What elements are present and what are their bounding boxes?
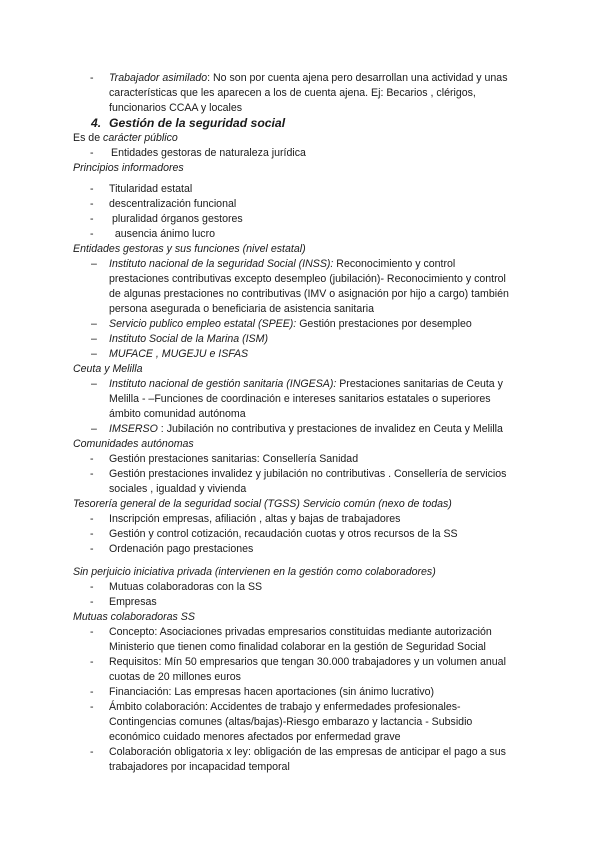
list-item: Titularidad estatal <box>109 183 193 195</box>
list-dash: - <box>90 513 94 525</box>
inss-line3: de algunas prestaciones no contributivas (IMV o asignación por hijo a cargo) también <box>109 288 509 300</box>
ambito-line1: Ámbito colaboración: Accidentes de trabajo y enfermedades profesionales- <box>109 701 461 713</box>
colaboracion-line2: trabajadores por incapacidad temporal <box>109 761 290 773</box>
colaboracion-line1: Colaboración obligatoria x ley: obligación de las empresas de anticipar el pago a sus <box>109 746 506 758</box>
list-endash: – <box>91 318 97 330</box>
list-endash: – <box>91 378 97 390</box>
list-dash: - <box>90 746 94 758</box>
list-item: Gestión y control cotización, recaudación cuotas y otros recursos de la SS <box>109 528 458 540</box>
imserso-line <box>109 422 503 437</box>
inss-line2: prestaciones contributivas excepto desempleo (jubilación)- Reconocimiento y control <box>109 273 506 285</box>
list-dash: - <box>90 198 94 210</box>
subsection-title: Mutuas colaboradoras SS <box>73 611 195 623</box>
list-dash: - <box>90 468 94 480</box>
ingesa-line3: ámbito comunidad autónoma <box>109 408 246 420</box>
text: : No son por cuenta ajena pero desarrollan una actividad y unas <box>207 72 508 84</box>
text: Gestión prestaciones por desempleo <box>296 318 472 330</box>
list-dash: - <box>90 183 94 195</box>
list-dash: - <box>90 701 94 713</box>
muface-line: MUFACE , MUGEJU e ISFAS <box>109 348 249 360</box>
list-endash: – <box>91 423 97 435</box>
list-dash: - <box>90 528 94 540</box>
list-item: Gestión prestaciones sanitarias: Consellería Sanidad <box>109 453 359 465</box>
list-item: Gestión prestaciones invalidez y jubilación no contributivas . Consellería de servicios <box>109 468 507 480</box>
term: IMSERSO <box>109 423 158 435</box>
requisitos-line2: cuotas de 20 millones euros <box>109 671 241 683</box>
list-dash: - <box>90 656 94 668</box>
subsection-title: Tesorería general de la seguridad social (TGSS) Servicio común (nexo de todas) <box>73 498 452 510</box>
list-item: descentralización funcional <box>109 198 237 210</box>
financiacion-line: Financiación: Las empresas hacen aportaciones (sin ánimo lucrativo) <box>109 686 435 698</box>
list-item: Inscripción empresas, afiliación , altas y bajas de trabajadores <box>109 513 401 525</box>
term: Instituto nacional de gestión sanitaria (INGESA): <box>109 378 337 390</box>
list-endash: – <box>91 258 97 270</box>
term: Instituto nacional de la seguridad Social (INSS): <box>109 258 334 270</box>
trabajador-asimilado-line3: funcionarios CCAA y locales <box>109 102 243 114</box>
list-dash: - <box>90 581 94 593</box>
list-endash: – <box>91 348 97 360</box>
term: carácter público <box>103 132 178 144</box>
list-item-continuation: sociales , igualdad y vivienda <box>109 483 247 495</box>
list-dash: - <box>90 213 94 225</box>
trabajador-asimilado-line2: características que les aparecen a los de cuenta ajena. Ej: Becarios , clérigos, <box>109 87 476 99</box>
section-heading: Gestión de la seguridad social <box>109 116 286 130</box>
ambito-line3: económico cuidado menores afectados por enfermedad grave <box>109 731 401 743</box>
list-dash: - <box>90 596 94 608</box>
list-dash: - <box>90 453 94 465</box>
spee-line <box>109 317 472 332</box>
term: Trabajador asimilado <box>109 72 208 84</box>
concepto-line1: Concepto: Asociaciones privadas empresarios constituidas mediante autorización <box>109 626 492 638</box>
subsection-title: Entidades gestoras y sus funciones (nivel estatal) <box>73 243 306 255</box>
ingesa-line2: Melilla - –Funciones de coordinación e intereses sanitarios estatales o superiores <box>109 393 491 405</box>
subsection-title: Ceuta y Melilla <box>73 363 143 375</box>
list-dash: - <box>90 686 94 698</box>
text: Reconocimiento y control <box>333 258 456 270</box>
text: Prestaciones sanitarias de Ceuta y <box>336 378 503 390</box>
text: Es de <box>73 132 104 144</box>
section-heading-number: 4. <box>91 116 102 130</box>
subsection-title: Comunidades autónomas <box>73 438 194 450</box>
requisitos-line1: Requisitos: Mín 50 empresarios que tengan 30.000 trabajadores y un volumen anual <box>109 656 506 668</box>
list-dash: - <box>90 147 94 159</box>
ingesa-line1 <box>109 377 503 392</box>
text: : Jubilación no contributiva y prestaciones de invalidez en Ceuta y Melilla <box>157 423 503 435</box>
list-item: Entidades gestoras de naturaleza jurídica <box>111 147 306 159</box>
list-item: Empresas <box>109 596 157 608</box>
ism-line: Instituto Social de la Marina (ISM) <box>109 333 268 345</box>
ambito-line2: Contingencias comunes (altas/bajas)-Riesgo embarazo y lactancia - Subsidio <box>109 716 473 728</box>
caracter-publico-line <box>73 131 178 146</box>
list-dash: - <box>90 626 94 638</box>
list-dash: - <box>90 228 94 240</box>
list-endash: – <box>91 333 97 345</box>
list-dash: - <box>90 72 94 84</box>
inss-line1 <box>109 257 455 272</box>
list-item: Ordenación pago prestaciones <box>109 543 254 555</box>
concepto-line2: Ministerio que tienen como finalidad colaborar en la gestión de Seguridad Social <box>109 641 486 653</box>
subsection-title: Principios informadores <box>73 162 184 174</box>
list-item: ausencia ánimo lucro <box>109 228 215 240</box>
list-item: Mutuas colaboradoras con la SS <box>109 581 263 593</box>
subsection-title: Sin perjuicio iniciativa privada (intervienen en la gestión como colaboradores) <box>73 566 436 578</box>
list-dash: - <box>90 543 94 555</box>
term: Servicio publico empleo estatal (SPEE): <box>109 318 297 330</box>
inss-line4: persona asegurada o beneficiaria de asistencia sanitaria <box>109 303 375 315</box>
trabajador-asimilado-line1 <box>109 71 508 86</box>
list-item: pluralidad órganos gestores <box>109 213 243 225</box>
